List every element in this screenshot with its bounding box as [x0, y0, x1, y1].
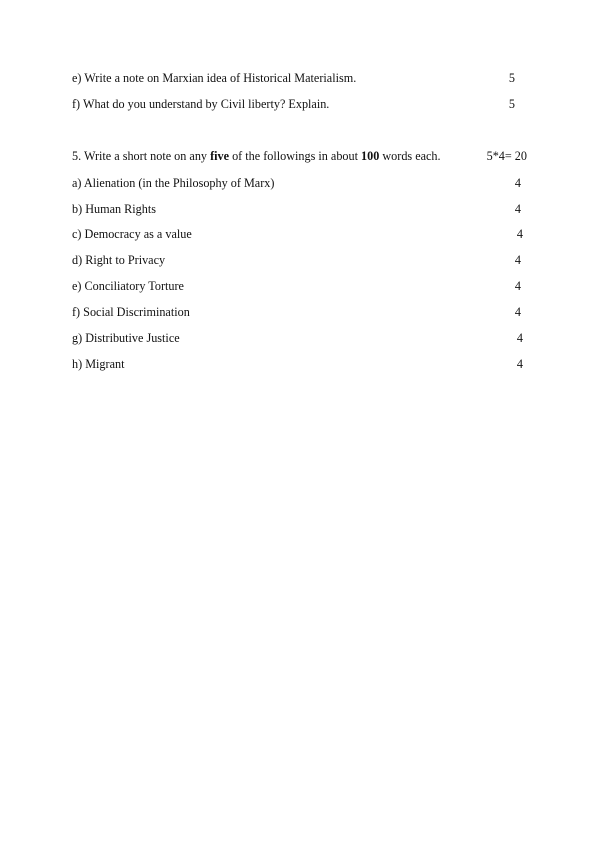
question-5-bold-count: 100: [361, 149, 380, 163]
note-item-d: [72, 252, 527, 268]
note-item-b: [72, 201, 527, 217]
question-item-f: [72, 96, 527, 112]
note-text: b) Human Rights: [72, 202, 156, 216]
question-text: e) Write a note on Marxian idea of Historical Materialism.: [72, 71, 357, 85]
note-text: c) Democracy as a value: [72, 227, 192, 241]
note-text: a) Alienation (in the Philosophy of Marx): [72, 176, 275, 190]
note-item-f: [72, 304, 527, 320]
note-marks: 4: [514, 253, 521, 267]
note-marks: 4: [516, 227, 523, 241]
question-5-heading: [72, 148, 527, 164]
question-5-text: [72, 148, 441, 164]
note-item-a: [72, 175, 527, 191]
note-marks: 4: [514, 305, 521, 319]
note-item-h: [72, 356, 527, 372]
question-5-suffix: words each.: [379, 149, 441, 163]
note-item-c: [72, 226, 527, 242]
note-item-g: [72, 330, 527, 346]
note-text: f) Social Discrimination: [72, 305, 190, 319]
question-item-e: [72, 70, 527, 86]
question-5-middle: of the followings in about: [229, 149, 362, 163]
question-5-marks: 5*4= 20: [486, 149, 527, 163]
question-text: f) What do you understand by Civil liberty? Explain.: [72, 97, 330, 111]
question-marks: 5: [508, 97, 515, 111]
question-5-prefix: 5. Write a short note on any: [72, 149, 211, 163]
note-text: e) Conciliatory Torture: [72, 279, 184, 293]
note-marks: 4: [514, 202, 521, 216]
question-5-bold-five: five: [210, 149, 230, 163]
note-marks: 4: [516, 331, 523, 345]
note-text: g) Distributive Justice: [72, 331, 180, 345]
note-text: h) Migrant: [72, 357, 125, 371]
note-marks: 4: [514, 176, 521, 190]
note-marks: 4: [514, 279, 521, 293]
note-text: d) Right to Privacy: [72, 253, 166, 267]
question-marks: 5: [508, 71, 515, 85]
note-marks: 4: [516, 357, 523, 371]
note-item-e: [72, 278, 527, 294]
